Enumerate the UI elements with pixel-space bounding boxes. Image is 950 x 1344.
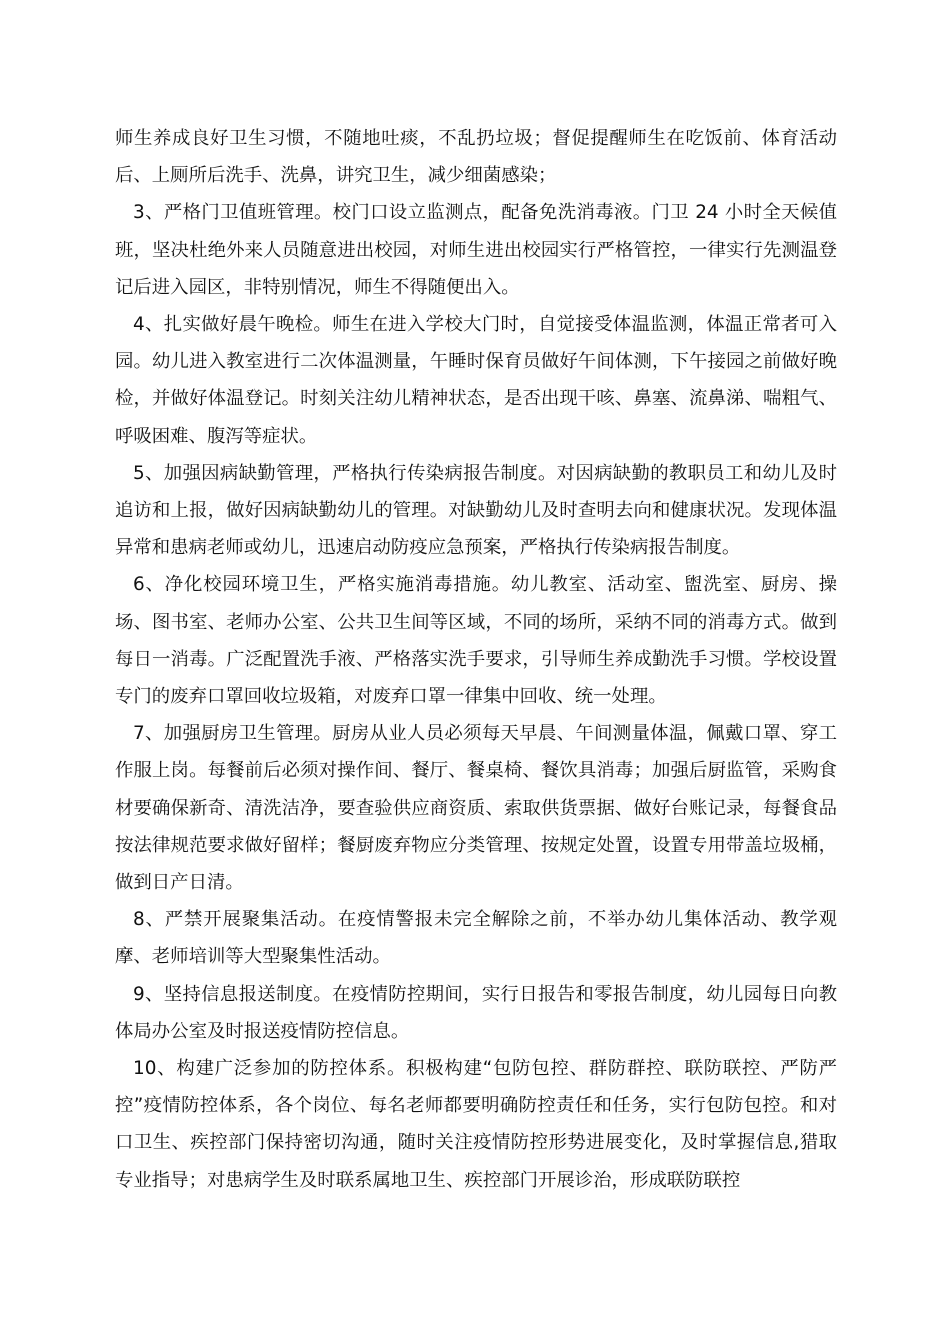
paragraph-item-10: 10、构建广泛参加的防控体系。积极构建“包防包控、群防群控、联防联控、严防严控”疫情防控体系，各个岗位、每名老师都要明确防控责任和任务，实行包防包控。和对口卫生、疾控部门保持密切沟通，随时关注疫情防控形势进展变化，及时掌握信息,猎取专业指导；对患病学生及时联系属地卫生、疾控部门开展诊治，形成联防联控 [115,1058,837,1191]
paragraph-item-4: 4、扎实做好晨午晚检。师生在进入学校大门时，自觉接受体温监测，体温正常者可入园。幼儿进入教室进行二次体温测量，午睡时保育员做好午间体测，下午接园之前做好晚检，并做好体温登记。时刻关注幼儿精神状态，是否出现干咳、鼻塞、流鼻涕、喘粗气、呼吸困难、腹泻等症状。 [115,314,837,447]
document-page [115,120,837,1199]
paragraph-continuation: 师生养成良好卫生习惯，不随地吐痰，不乱扔垃圾；督促提醒师生在吃饭前、体育活动后、上厕所后洗手、洗鼻，讲究卫生，减少细菌感染； [115,128,837,187]
paragraph-item-8: 8、严禁开展聚集活动。在疫情警报未完全解除之前，不举办幼儿集体活动、教学观摩、老师培训等大型聚集性活动。 [115,909,837,968]
paragraph-item-7: 7、加强厨房卫生管理。厨房从业人员必须每天早晨、午间测量体温，佩戴口罩、穿工作服上岗。每餐前后必须对操作间、餐厅、餐桌椅、餐饮具消毒；加强后厨监管，采购食材要确保新奇、清洗洁净，要查验供应商资质、索取供货票据、做好台账记录，每餐食品按法律规范要求做好留样；餐厨废弃物应分类管理、按规定处置，设置专用带盖垃圾桶，做到日产日清。 [115,723,837,894]
paragraph-item-3: 3、严格门卫值班管理。校门口设立监测点，配备免洗消毒液。门卫 24 小时全天候值班，坚决杜绝外来人员随意进出校园，对师生进出校园实行严格管控，一律实行先测温登记后进入园区，非特别情况，师生不得随便出入。 [115,202,837,298]
paragraph-item-6: 6、净化校园环境卫生，严格实施消毒措施。幼儿教室、活动室、盥洗室、厨房、操场、图书室、老师办公室、公共卫生间等区域，不同的场所，采纳不同的消毒方式。做到每日一消毒。广泛配置洗手液、严格落实洗手要求，引导师生养成勤洗手习惯。学校设置专门的废弃口罩回收垃圾箱，对废弃口罩一律集中回收、统一处理。 [115,574,837,708]
paragraph-item-5: 5、加强因病缺勤管理，严格执行传染病报告制度。对因病缺勤的教职员工和幼儿及时追访和上报，做好因病缺勤幼儿的管理。对缺勤幼儿及时查明去向和健康状况。发现体温异常和患病老师或幼儿，迅速启动防疫应急预案，严格执行传染病报告制度。 [115,462,837,559]
paragraph-item-9: 9、坚持信息报送制度。在疫情防控期间，实行日报告和零报告制度，幼儿园每日向教体局办公室及时报送疫情防控信息。 [115,983,837,1042]
